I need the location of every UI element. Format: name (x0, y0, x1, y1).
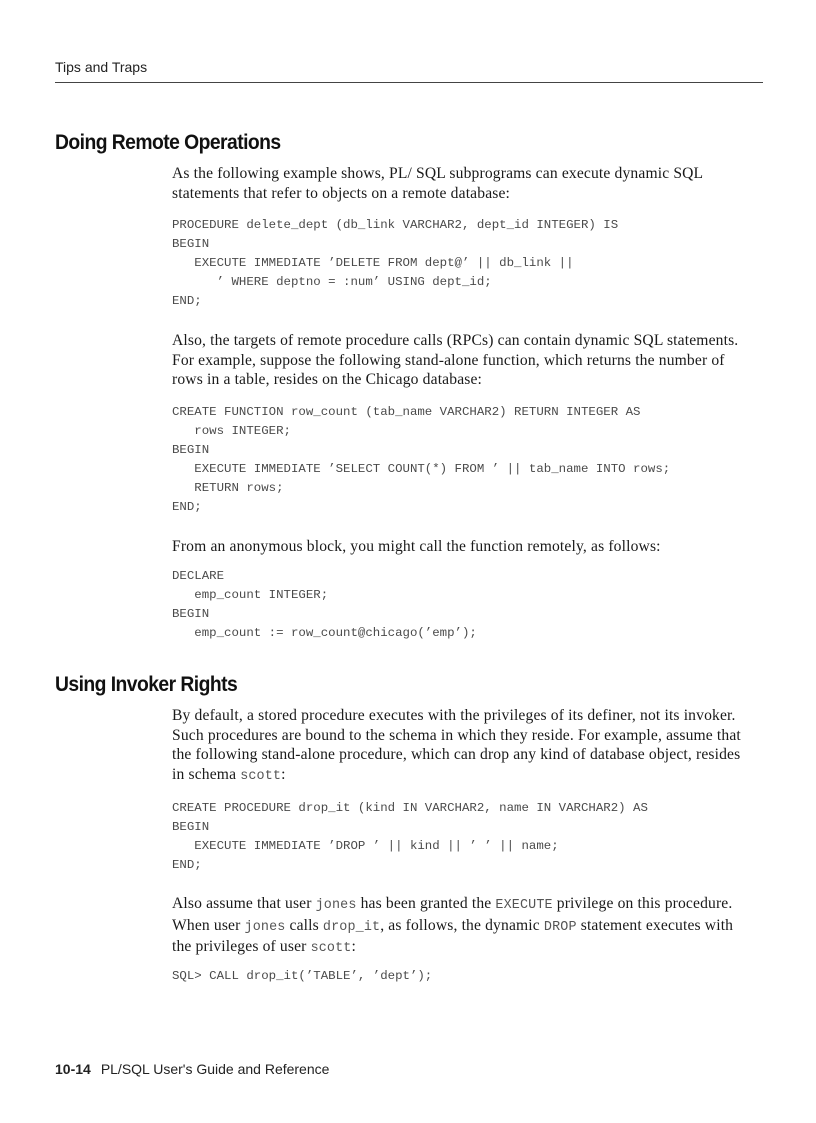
paragraph-text: : (351, 938, 356, 955)
paragraph-rpc: Also, the targets of remote procedure calls (RPCs) can contain dynamic SQL statements. For example, suppose the following stand-alone function, which returns the number of rows in a table, resides on the Chicago database: (172, 332, 739, 388)
header-divider (55, 82, 763, 83)
inline-code-jones: jones (244, 919, 286, 935)
paragraph-anonymous-block: From an anonymous block, you might call the function remotely, as follows: (172, 538, 661, 555)
code-block-row-count: CREATE FUNCTION row_count (tab_name VARCHAR2) RETURN INTEGER AS rows INTEGER; BEGIN EXECUTE IMMEDIATE ’SELECT COUNT(*) FROM ’ || tab_name INTO rows; RETURN rows; END; (172, 405, 671, 514)
book-title: PL/SQL User's Guide and Reference (100, 1061, 330, 1077)
section-heading-remote-operations: Doing Remote Operations (55, 131, 281, 154)
paragraph-text: : (281, 765, 286, 783)
paragraph-text: Also assume that user (172, 895, 316, 912)
paragraph-text: privilege on this procedure. When user (172, 895, 733, 934)
inline-code-execute: EXECUTE (495, 898, 553, 913)
paragraph-text: By default, a stored procedure executes with the privileges of its definer, not its invoker. Such procedures are bound to the schema in which they reside. For example, assume that the following stand-alone procedure, which can drop any kind of database object, resides in schema (172, 707, 741, 783)
paragraph-text: has been granted the (356, 895, 496, 912)
section-heading-invoker-rights: Using Invoker Rights (55, 673, 238, 696)
inline-code-scott: scott (310, 941, 352, 956)
running-header: Tips and Traps (55, 59, 148, 75)
paragraph-invoker-intro (172, 706, 742, 786)
paragraph-jones (172, 894, 742, 959)
page-footer (55, 1061, 329, 1077)
paragraph-text: statement executes with the privileges of user (172, 916, 734, 955)
code-block-delete-dept: PROCEDURE delete_dept (db_link VARCHAR2, dept_id INTEGER) IS BEGIN EXECUTE IMMEDIATE ’DELETE FROM dept@’ || db_link || ’ WHERE deptno = :num’ USING dept_id; END; (172, 218, 619, 308)
paragraph-text: calls (285, 916, 323, 934)
inline-code-drop: DROP (543, 919, 577, 935)
code-block-sql-call: SQL> CALL drop_it(’TABLE’, ’dept’); (172, 969, 433, 983)
page-number: 10-14 (55, 1061, 91, 1077)
code-block-drop-it: CREATE PROCEDURE drop_it (kind IN VARCHAR2, name IN VARCHAR2) AS BEGIN EXECUTE IMMEDIATE ’DROP ’ || kind || ’ ’ || name; END; (172, 801, 648, 872)
inline-code-jones: jones (315, 898, 357, 913)
code-block-declare: DECLARE emp_count INTEGER; BEGIN emp_count := row_count@chicago(’emp’); (172, 569, 477, 640)
inline-code-scott: scott (240, 768, 282, 784)
paragraph-text: , as follows, the dynamic (380, 916, 544, 934)
inline-code-drop-it: drop_it (322, 919, 381, 935)
paragraph-remote-intro: As the following example shows, PL/ SQL subprograms can execute dynamic SQL statements that refer to objects on a remote database: (172, 165, 703, 202)
